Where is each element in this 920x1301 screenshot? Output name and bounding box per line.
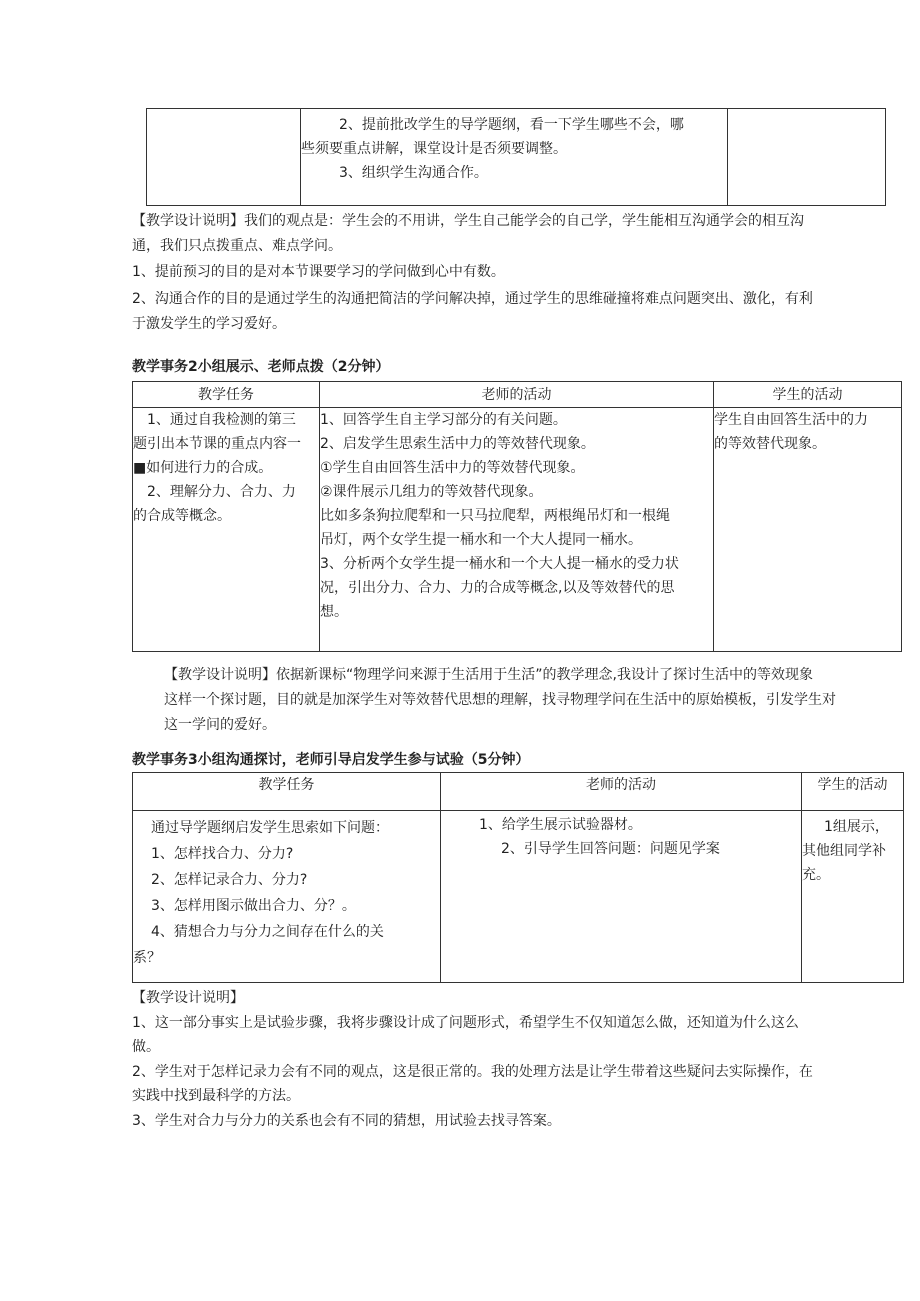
s2-teacher-line: 2、启发学生思索生活中力的等效替代现象。 <box>320 436 595 452</box>
s3-student-line: 1组展示， <box>824 819 889 835</box>
s2-teacher-line: 况，引出分力、合力、力的合成等概念,以及等效替代的思 <box>320 580 675 596</box>
top-line-3: 3、组织学生沟通合作。 <box>339 165 488 181</box>
s2-task-line: 1、通过自我检测的第三 <box>147 412 296 428</box>
note3-item1-l1: 1、这一部分事实上是试验步骤，我将步骤设计成了问题形式，希望学生不仅知道怎么做，还知道为什么这么 <box>132 1015 799 1031</box>
s2-student-line: 的等效替代现象。 <box>714 436 826 452</box>
s2-teacher-line: 比如多条狗拉爬犁和一只马拉爬犁，两根绳吊灯和一根绳 <box>320 508 670 524</box>
top-line-1: 2、提前批改学生的导学题纲，看一下学生哪些不会，哪 <box>339 117 684 133</box>
top-line-2: 些须要重点讲解，课堂设计是否须要调整。 <box>301 141 567 157</box>
section3-header-student: 学生的活动 <box>802 773 904 811</box>
s3-teacher-line: 1、给学生展示试验器材。 <box>479 817 642 833</box>
top-table-cell-student <box>728 109 886 206</box>
s3-teacher-line: 2、引导学生回答问题：问题见学案 <box>501 841 720 857</box>
s3-task-line: 2、怎样记录合力、分力? <box>151 872 308 888</box>
top-table <box>146 108 886 206</box>
s3-task-line: 3、怎样用图示做出合力、分？。 <box>151 898 356 914</box>
s3-task-line: 1、怎样找合力、分力? <box>151 846 294 862</box>
note1-item2-l1: 2、沟通合作的目的是通过学生的沟通把简洁的学问解决掉，通过学生的思维碰撞将难点问题突出、激化，有利 <box>132 291 813 307</box>
s2-teacher-line: 想。 <box>320 604 348 620</box>
s3-student-line: 其他组同学补 <box>802 843 886 859</box>
s2-task-line: 题引出本节课的重点内容一 <box>133 436 301 452</box>
top-table-cell-teacher <box>301 109 728 206</box>
section3-title: 教学事务3小组沟通探讨，老师引导启发学生参与试验（5分钟） <box>132 752 530 768</box>
section3-task-cell <box>133 811 441 983</box>
section2-task-cell <box>133 408 320 652</box>
note2-line1: 【教学设计说明】依据新课标“物理学问来源于生活用于生活”的教学理念,我设计了探讨生活中的等效现象 <box>164 667 813 683</box>
note1-item1: 1、提前预习的目的是对本节课要学习的学问做到心中有数。 <box>132 264 505 280</box>
s3-task-line: 系？ <box>133 950 161 966</box>
section2-header-student: 学生的活动 <box>714 382 902 408</box>
s2-task-line: ■如何进行力的合成。 <box>133 460 273 476</box>
note3-item1-l2: 做。 <box>132 1039 160 1055</box>
note3-item3: 3、学生对合力与分力的关系也会有不同的猜想，用试验去找寻答案。 <box>132 1113 561 1129</box>
section3-header-teacher: 老师的活动 <box>441 773 802 811</box>
s3-student-line: 充。 <box>802 867 830 883</box>
s2-student-line: 学生自由回答生活中的力 <box>714 412 868 428</box>
section2-student-cell <box>714 408 902 652</box>
s3-task-line: 通过导学题纲启发学生思索如下问题： <box>151 820 389 836</box>
s2-task-line: 的合成等概念。 <box>133 508 231 524</box>
note2-line3: 这一学问的爱好。 <box>164 717 276 733</box>
section3-student-cell <box>802 811 904 983</box>
section2-title: 教学事务2小组展示、老师点拨（2分钟） <box>132 359 390 375</box>
note2-line2: 这样一个探讨题，目的就是加深学生对等效替代思想的理解，找寻物理学问在生活中的原始模板，引发学生对 <box>164 692 836 708</box>
note3-item2-l2: 实践中找到最科学的方法。 <box>132 1088 300 1104</box>
s2-teacher-line: 3、分析两个女学生提一桶水和一个大人提一桶水的受力状 <box>320 556 679 572</box>
section2-table <box>132 381 902 652</box>
note3-heading: 【教学设计说明】 <box>132 990 244 1006</box>
s2-teacher-line: 1、回答学生自主学习部分的有关问题。 <box>320 412 567 428</box>
note1-item2-l2: 于激发学生的学习爱好。 <box>132 316 286 332</box>
s2-teacher-line: ①学生自由回答生活中力的等效替代现象。 <box>320 460 585 476</box>
section2-header-task: 教学任务 <box>133 382 320 408</box>
note3-item2-l1: 2、学生对于怎样记录力会有不同的观点，这是很正常的。我的处理方法是让学生带着这些疑问去实际操作，在 <box>132 1064 813 1080</box>
section3-header-task: 教学任务 <box>133 773 441 811</box>
top-table-cell-task <box>147 109 301 206</box>
section3-teacher-cell <box>441 811 802 983</box>
s3-task-line: 4、猜想合力与分力之间存在什么的关 <box>151 924 384 940</box>
s2-teacher-line: ②课件展示几组力的等效替代现象。 <box>320 484 543 500</box>
s2-teacher-line: 吊灯，两个女学生提一桶水和一个大人提同一桶水。 <box>320 532 642 548</box>
note1-line2: 通，我们只点拨重点、难点学问。 <box>132 238 342 254</box>
note1-line1: 【教学设计说明】我们的观点是：学生会的不用讲，学生自己能学会的自己学，学生能相互沟通学会的相互沟 <box>132 213 804 229</box>
s2-task-line: 2、理解分力、合力、力 <box>147 484 296 500</box>
section3-table <box>132 772 904 983</box>
section2-header-teacher: 老师的活动 <box>320 382 714 408</box>
section2-teacher-cell <box>320 408 714 652</box>
